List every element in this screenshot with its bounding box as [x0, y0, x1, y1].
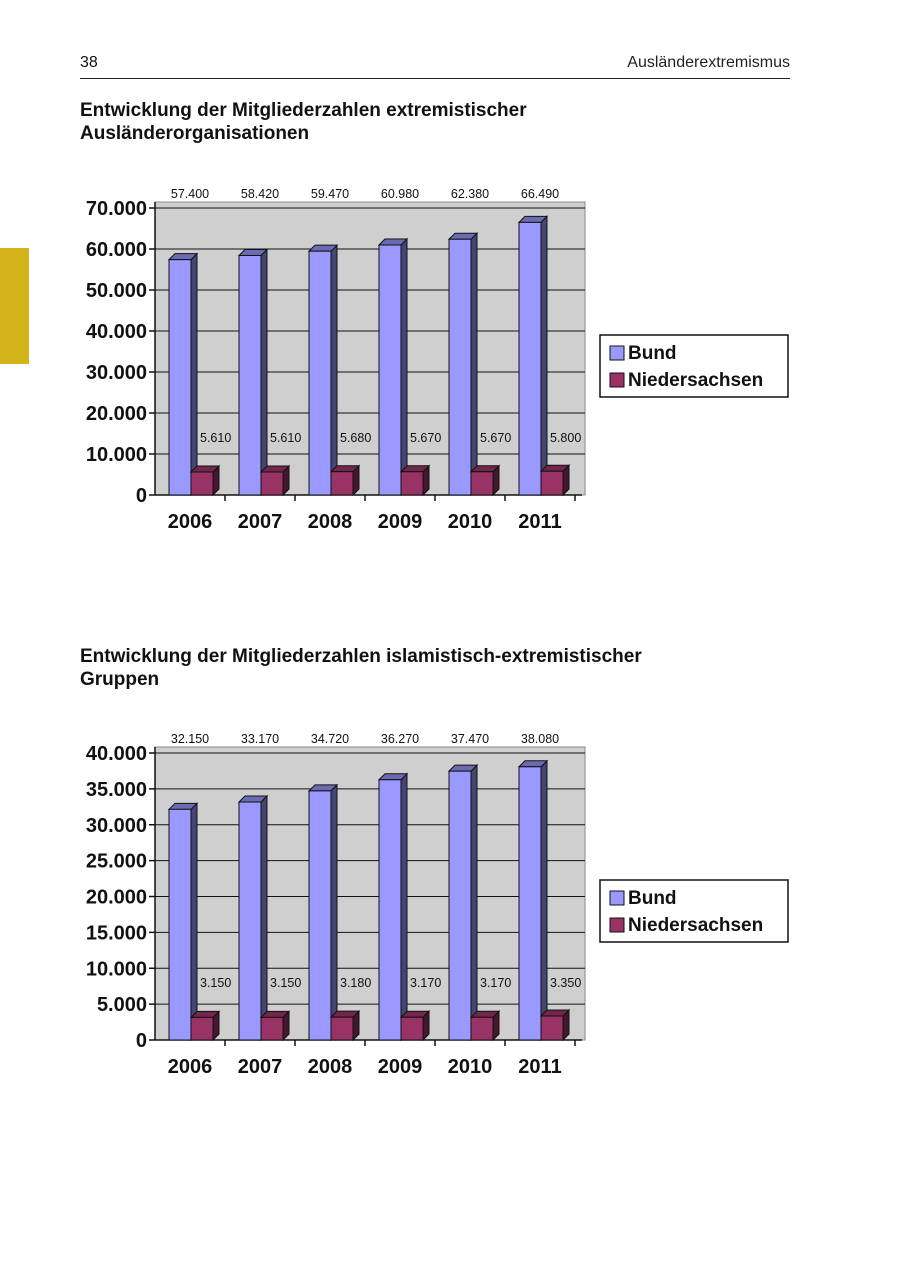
- chart1-bar-niedersachsen-2010: [471, 472, 493, 495]
- chart2-x-tick-label: 2006: [167, 1056, 213, 1078]
- chart2-data-label-bund: 34.720: [310, 732, 350, 746]
- chart1-data-label-bund: 60.980: [380, 187, 420, 201]
- chart2-bar-bund-side: [471, 765, 477, 1040]
- chart2-y-tick-label: 10.000: [85, 958, 147, 981]
- chart1-bar-niedersachsen-2006: [191, 472, 213, 495]
- chart1-x-tick-label: 2008: [307, 511, 353, 533]
- chart1-title-line1: Entwicklung der Mitgliederzahlen extremistischer: [80, 100, 527, 121]
- chart1-legend-label-niedersachsen: Niedersachsen: [628, 370, 764, 391]
- chart2-data-label-bund: 32.150: [170, 732, 210, 746]
- chart2-legend-swatch-niedersachsen: [610, 918, 624, 932]
- chart2-x-tick-label: 2011: [518, 1056, 562, 1078]
- chart2-x-tick-label: 2010: [447, 1056, 493, 1078]
- chart2-y-tick-label: 15.000: [85, 922, 147, 945]
- chart1-bar-niedersachsen-2009: [401, 472, 423, 495]
- chart1-bar-bund-2008: [309, 251, 331, 495]
- chart2-x-tick-label: 2008: [307, 1056, 353, 1078]
- chart1-data-label-niedersachsen: 5.670: [410, 431, 442, 445]
- chart2-islamistische-gruppen: [0, 725, 900, 1085]
- chart1-bar-bund-2011: [519, 222, 541, 495]
- chart2-x-tick-label: 2007: [237, 1056, 283, 1078]
- page-number: 38: [80, 54, 98, 71]
- chart2-data-label-niedersachsen: 3.170: [480, 976, 512, 990]
- chart2-bar-bund-2010: [449, 771, 471, 1040]
- chart1-bar-niedersachsen-2008: [331, 472, 353, 495]
- chart2-bar-bund-side: [261, 796, 267, 1040]
- chart2-bar-bund-2007: [239, 802, 261, 1040]
- chart1-y-tick-label: 20.000: [85, 403, 147, 425]
- chart2-legend-swatch-bund: [610, 891, 624, 905]
- chart2-data-label-niedersachsen: 3.180: [340, 976, 372, 990]
- chart2-bar-bund-side: [401, 774, 407, 1040]
- chart1-y-tick-label: 40.000: [85, 321, 147, 343]
- chart2-bar-niedersachsen-2010: [471, 1017, 493, 1040]
- chart1-bar-bund-side: [471, 233, 477, 495]
- chart1-auslaenderorganisationen: [0, 180, 900, 540]
- chart2-legend-label-niedersachsen: Niedersachsen: [628, 915, 764, 936]
- chart2-data-label-niedersachsen: 3.150: [270, 976, 302, 990]
- chart1-y-tick-label: 30.000: [85, 362, 147, 384]
- chart2-bar-bund-2008: [309, 791, 331, 1040]
- chart1-data-label-bund: 57.400: [170, 187, 210, 201]
- chart1-bar-bund-2007: [239, 255, 261, 495]
- chart2-y-tick-label: 25.000: [85, 850, 147, 873]
- chart1-data-label-niedersachsen: 5.800: [550, 431, 582, 445]
- chart1-y-tick-label: 10.000: [85, 444, 147, 466]
- chart1-legend-swatch-bund: [610, 346, 624, 360]
- chart2-bar-niedersachsen-2011: [541, 1016, 563, 1040]
- chart2-data-label-bund: 36.270: [380, 732, 420, 746]
- chart2-y-tick-label: 35.000: [85, 778, 147, 801]
- chart2-title-line2: Gruppen: [80, 669, 160, 690]
- chart2-bar-bund-side: [331, 785, 337, 1040]
- chart1-x-tick-label: 2011: [518, 511, 562, 533]
- chart2-data-label-bund: 37.470: [450, 732, 490, 746]
- chart2-bar-niedersachsen-2006: [191, 1017, 213, 1040]
- chart1-bar-bund-side: [191, 254, 197, 495]
- chart2-title: [80, 645, 720, 691]
- chart1-bar-bund-2010: [449, 239, 471, 495]
- chart1-bar-bund-side: [541, 216, 547, 495]
- chart1-bar-niedersachsen-2007: [261, 472, 283, 495]
- chart1-bar-bund-side: [401, 239, 407, 495]
- running-head: Ausländerextremismus: [627, 54, 790, 71]
- chart1-y-tick-label: 60.000: [85, 239, 147, 261]
- chart2-bar-niedersachsen-2009: [401, 1017, 423, 1040]
- chart1-x-tick-label: 2009: [377, 511, 423, 533]
- chart1-x-tick-label: 2006: [167, 511, 213, 533]
- chart1-bar-bund-2009: [379, 245, 401, 495]
- chart2-y-tick-label: 30.000: [85, 814, 147, 837]
- chart2-y-tick-label: 0: [135, 1030, 147, 1052]
- chart1-bar-bund-2006: [169, 260, 191, 495]
- chart2-data-label-niedersachsen: 3.350: [550, 976, 582, 990]
- chart1-data-label-niedersachsen: 5.680: [340, 431, 372, 445]
- chart1-data-label-bund: 58.420: [240, 187, 280, 201]
- chart2-bar-bund-2006: [169, 809, 191, 1040]
- chart1-x-tick-label: 2007: [237, 511, 283, 533]
- chart2-bar-niedersachsen-2008: [331, 1017, 353, 1040]
- chart2-x-tick-label: 2009: [377, 1056, 423, 1078]
- chart1-y-tick-label: 0: [135, 485, 147, 507]
- chart1-bar-bund-side: [261, 249, 267, 495]
- chart2-data-label-bund: 33.170: [240, 732, 280, 746]
- chart1-data-label-bund: 59.470: [310, 187, 350, 201]
- chart2-y-tick-label: 20.000: [85, 886, 147, 909]
- chart2-y-tick-label: 40.000: [85, 743, 147, 765]
- chart2-data-label-niedersachsen: 3.150: [200, 976, 232, 990]
- chart1-title-line2: Ausländerorganisationen: [80, 123, 310, 144]
- chart2-legend-label-bund: Bund: [628, 888, 677, 909]
- chart2-bar-bund-2009: [379, 780, 401, 1040]
- chart2-bar-niedersachsen-2007: [261, 1017, 283, 1040]
- chart1-legend-swatch-niedersachsen: [610, 373, 624, 387]
- chart2-bar-bund-side: [191, 803, 197, 1040]
- chart1-bar-niedersachsen-2011: [541, 471, 563, 495]
- chart2-data-label-niedersachsen: 3.170: [410, 976, 442, 990]
- chart1-data-label-niedersachsen: 5.670: [480, 431, 512, 445]
- chart2-title-line1: Entwicklung der Mitgliederzahlen islamistisch-extremistischer: [80, 646, 642, 667]
- chart1-title: [80, 99, 720, 145]
- chart2-bar-bund-2011: [519, 767, 541, 1040]
- chart1-legend-label-bund: Bund: [628, 343, 677, 364]
- chart1-bar-bund-side: [331, 245, 337, 495]
- chart2-bar-bund-side: [541, 761, 547, 1040]
- chart1-data-label-niedersachsen: 5.610: [200, 431, 232, 445]
- header-rule: [80, 78, 790, 79]
- chart1-data-label-bund: 62.380: [450, 187, 490, 201]
- chart1-y-tick-label: 50.000: [85, 280, 147, 302]
- chart1-x-tick-label: 2010: [447, 511, 493, 533]
- chart1-y-tick-label: 70.000: [85, 198, 147, 220]
- chart2-y-tick-label: 5.000: [96, 994, 147, 1017]
- chart2-data-label-bund: 38.080: [520, 732, 560, 746]
- chart1-data-label-niedersachsen: 5.610: [270, 431, 302, 445]
- chart1-data-label-bund: 66.490: [520, 187, 560, 201]
